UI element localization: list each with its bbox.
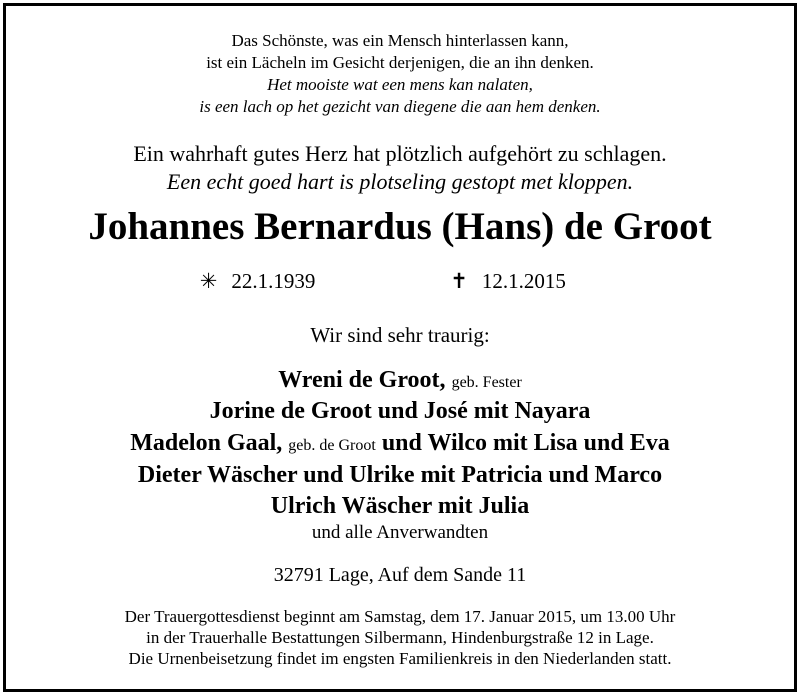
service-line-1: Der Trauergottesdienst beginnt am Samstag, dem 17. Januar 2015, um 13.00 Uhr — [124, 607, 676, 626]
life-dates — [6, 268, 794, 294]
death-date-group — [450, 268, 600, 294]
heart-dutch: Een echt goed hart is plotseling gestopt met kloppen. — [166, 169, 634, 194]
quote-german-line-2: ist ein Lächeln im Gesicht derjenigen, die an ihn denken. — [206, 53, 594, 72]
service-line-3: Die Urnenbeisetzung findet im engsten Familienkreis in den Niederlanden statt. — [128, 649, 672, 668]
birth-date-group — [200, 268, 380, 294]
mourner-line-4: Dieter Wäscher und Ulrike mit Patricia und Marco — [137, 462, 663, 488]
obituary-notice — [3, 3, 797, 692]
mourner-line-1 — [6, 365, 794, 398]
quote-dutch-line-1: Het mooiste wat een mens kan nalaten, — [267, 75, 533, 94]
maiden-name-note: geb. Fester — [451, 374, 522, 391]
relatives-line: und alle Anverwandten — [311, 522, 489, 543]
birth-date: 22.1.1939 — [231, 269, 316, 293]
death-date: 12.1.2015 — [481, 269, 566, 293]
family-address: 32791 Lage, Auf dem Sande 11 — [273, 564, 527, 586]
maiden-name-note: geb. de Groot — [288, 437, 376, 454]
mourner-name: Madelon Gaal, — [130, 430, 283, 456]
star-birth-icon: ✳ — [199, 269, 218, 293]
quote-dutch-line-2: is een lach op het gezicht van diegene die aan hem denken. — [199, 97, 601, 116]
quote-german-line-1: Das Schönste, was ein Mensch hinterlassen kann, — [231, 31, 569, 50]
mourner-line-5: Ulrich Wäscher mit Julia — [270, 493, 530, 519]
heart-german: Ein wahrhaft gutes Herz hat plötzlich aufgehört zu schlagen. — [133, 141, 667, 166]
service-line-2: in der Trauerhalle Bestattungen Silbermann, Hindenburgstraße 12 in Lage. — [146, 628, 654, 647]
mourner-line-2: Jorine de Groot und José mit Nayara — [209, 398, 591, 424]
mourner-family: und Wilco mit Lisa und Eva — [381, 430, 670, 456]
deceased-name: Johannes Bernardus (Hans) de Groot — [88, 205, 712, 248]
mourners-intro: Wir sind sehr traurig: — [310, 323, 490, 347]
mourner-line-3 — [6, 428, 794, 461]
mourner-name: Wreni de Groot, — [278, 367, 446, 393]
cross-death-icon: ✝ — [450, 269, 468, 293]
